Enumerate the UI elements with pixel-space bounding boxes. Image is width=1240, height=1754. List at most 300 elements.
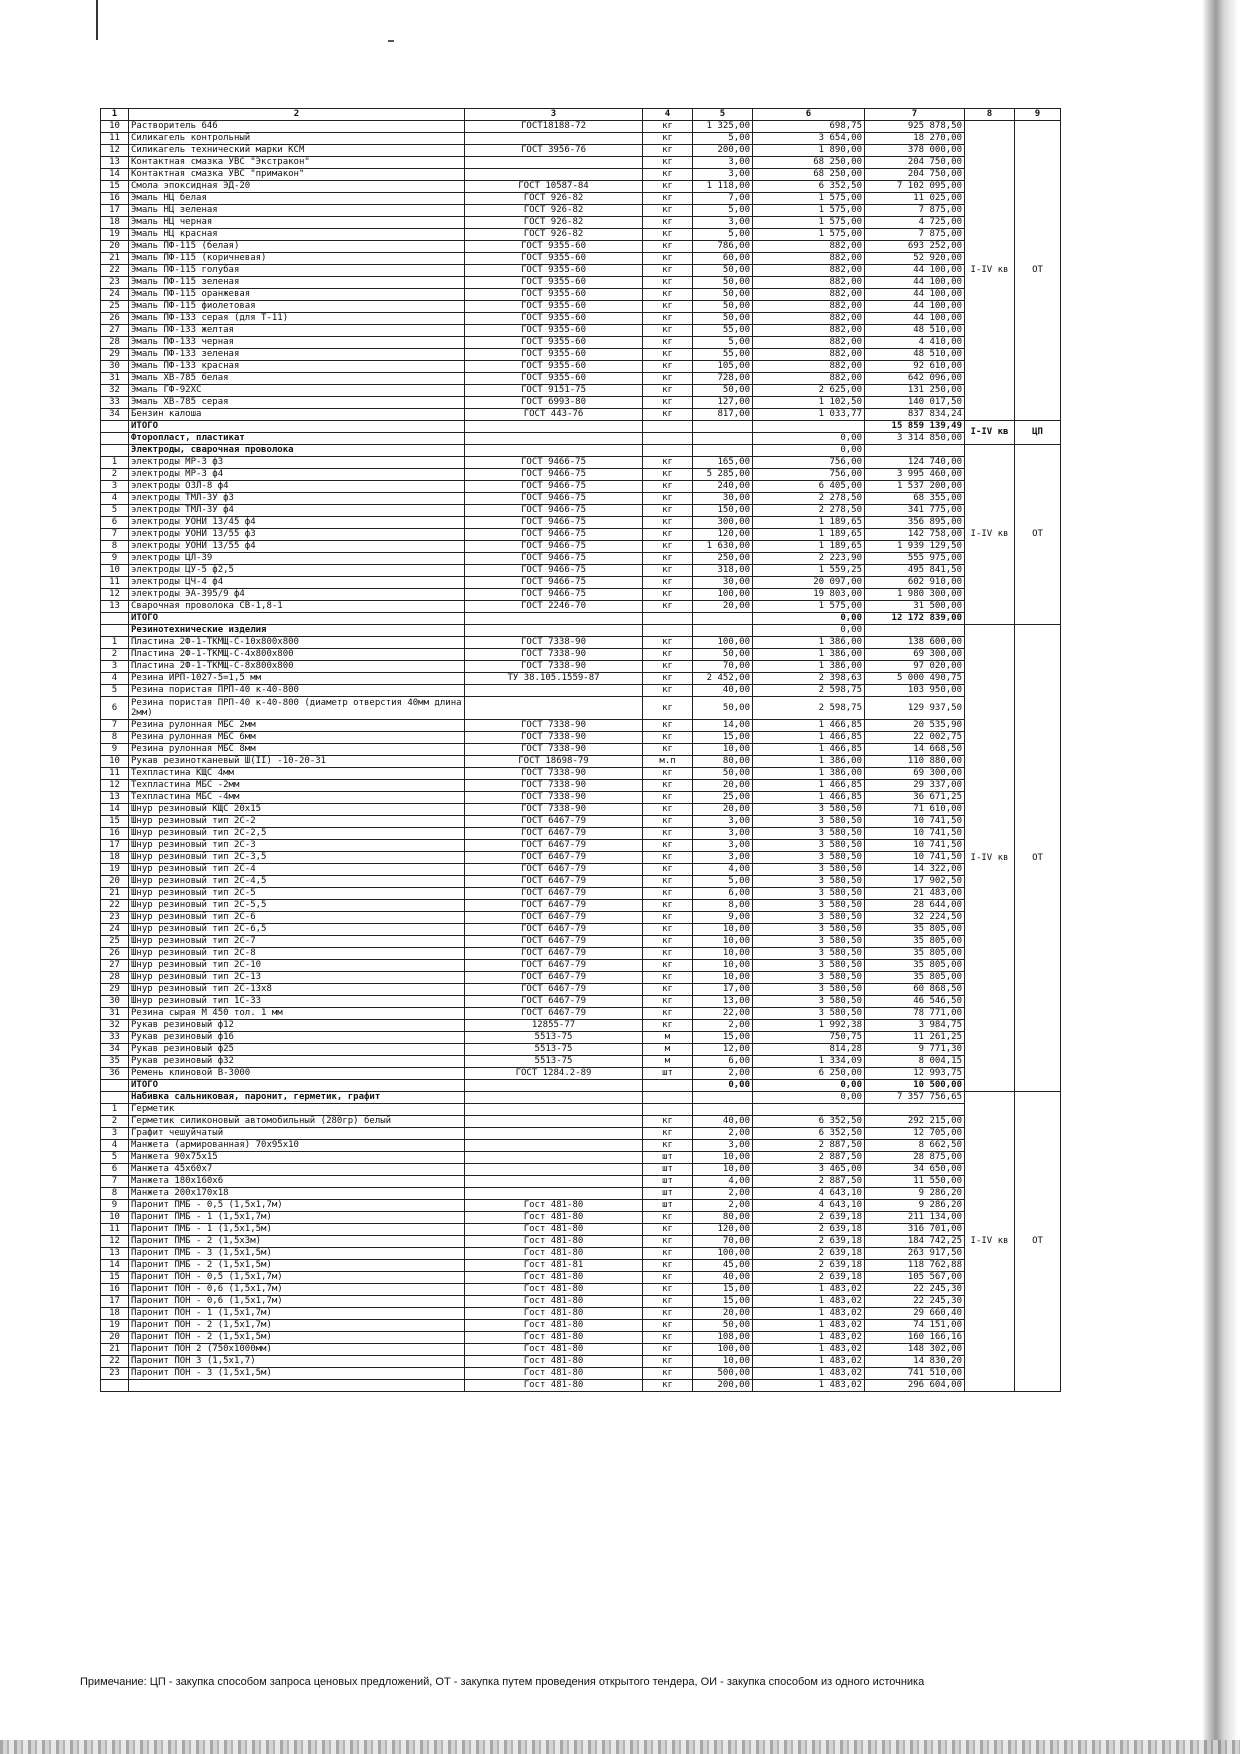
- cell-col-4: кг: [643, 589, 693, 601]
- cell-col-4: кг: [643, 649, 693, 661]
- cell-col-6: 68 250,00: [753, 169, 865, 181]
- cell-col-6: 814,28: [753, 1044, 865, 1056]
- cell-col-3: [465, 445, 643, 457]
- cell-col-1: 13: [101, 792, 129, 804]
- cell-col-7: 10 500,00: [865, 1080, 965, 1092]
- cell-col-2: Шнур резиновый тип 2С-3,5: [129, 852, 465, 864]
- cell-col-3: ГОСТ 9151-75: [465, 385, 643, 397]
- cell-col-4: кг: [643, 313, 693, 325]
- cell-col-2: Рукав резиновый ф32: [129, 1056, 465, 1068]
- cell-col-1: [101, 433, 129, 445]
- cell-col-1: 24: [101, 289, 129, 301]
- table-row: [101, 1224, 1061, 1236]
- cell-col-5: 1 630,00: [693, 541, 753, 553]
- cell-col-2: Резина рулонная МБС 6мм: [129, 732, 465, 744]
- cell-col-5: 3,00: [693, 816, 753, 828]
- cell-col-6: 2 639,18: [753, 1260, 865, 1272]
- cell-col-1: 32: [101, 1020, 129, 1032]
- table-row: [101, 409, 1061, 421]
- cell-col-1: [101, 1092, 129, 1104]
- cell-col-2: Эмаль ГФ-92ХС: [129, 385, 465, 397]
- cell-col-4: [643, 613, 693, 625]
- table-row: [101, 433, 1061, 445]
- cell-col-1: 3: [101, 1128, 129, 1140]
- cell-col-5: 240,00: [693, 481, 753, 493]
- cell-col-7: 78 771,00: [865, 1008, 965, 1020]
- table-row: [101, 577, 1061, 589]
- cell-col-5: 100,00: [693, 589, 753, 601]
- cell-col-7: [865, 625, 965, 637]
- header-cell-1: 1: [101, 109, 129, 121]
- cell-col-6: 1 466,85: [753, 792, 865, 804]
- cell-col-2: Техпластина МБС -4мм: [129, 792, 465, 804]
- cell-col-6: 2 625,00: [753, 385, 865, 397]
- cell-col-7: 837 834,24: [865, 409, 965, 421]
- cell-col-5: [693, 445, 753, 457]
- cell-col-2: Шнур резиновый тип 2С-4: [129, 864, 465, 876]
- cell-col-5: 50,00: [693, 649, 753, 661]
- cell-col-3: ГОСТ 9355-60: [465, 241, 643, 253]
- cell-col-4: кг: [643, 133, 693, 145]
- cell-col-1: 12: [101, 145, 129, 157]
- cell-col-3: ГОСТ 9466-75: [465, 481, 643, 493]
- cell-col-6: 1 483,02: [753, 1296, 865, 1308]
- cell-col-6: 750,75: [753, 1032, 865, 1044]
- cell-col-2: Эмаль ХВ-785 белая: [129, 373, 465, 385]
- cell-col-4: кг: [643, 265, 693, 277]
- cell-col-5: 50,00: [693, 265, 753, 277]
- cell-col-1: 9: [101, 553, 129, 565]
- cell-col-5: 10,00: [693, 972, 753, 984]
- cell-col-5: 80,00: [693, 1212, 753, 1224]
- cell-col-2: Эмаль НЦ красная: [129, 229, 465, 241]
- cell-col-1: 3: [101, 481, 129, 493]
- table-row: [101, 1188, 1061, 1200]
- table-row: [101, 337, 1061, 349]
- cell-col-5: 200,00: [693, 1380, 753, 1392]
- cell-col-1: 5: [101, 685, 129, 697]
- cell-col-7: 7 102 095,00: [865, 181, 965, 193]
- cell-col-5: 50,00: [693, 289, 753, 301]
- cell-col-5: [693, 613, 753, 625]
- cell-col-2: Паронит ПМБ - 1 (1,5х1,5м): [129, 1224, 465, 1236]
- cell-col-5: 108,00: [693, 1332, 753, 1344]
- cell-col-3: ГОСТ 7338-90: [465, 649, 643, 661]
- cell-col-4: [643, 421, 693, 433]
- cell-col-4: [643, 625, 693, 637]
- cell-col-5: 3,00: [693, 169, 753, 181]
- cell-col-3: Гост 481-80: [465, 1272, 643, 1284]
- cell-col-1: 2: [101, 649, 129, 661]
- cell-col-3: ГОСТ 6467-79: [465, 984, 643, 996]
- cell-col-2: Эмаль ПФ-115 оранжевая: [129, 289, 465, 301]
- cell-col-3: [465, 1164, 643, 1176]
- table-row: [101, 744, 1061, 756]
- cell-col-1: [101, 613, 129, 625]
- cell-col-4: кг: [643, 241, 693, 253]
- cell-col-5: 3,00: [693, 828, 753, 840]
- cell-col-1: 1: [101, 1104, 129, 1116]
- cell-col-4: кг: [643, 792, 693, 804]
- cell-col-1: 31: [101, 373, 129, 385]
- cell-col-6: 1 386,00: [753, 661, 865, 673]
- cell-col-5: 15,00: [693, 1296, 753, 1308]
- cell-col-1: 6: [101, 1164, 129, 1176]
- cell-col-2: Паронит ПОН - 0,6 (1,5х1,7м): [129, 1296, 465, 1308]
- cell-col-4: шт: [643, 1200, 693, 1212]
- cell-col-4: кг: [643, 529, 693, 541]
- cell-col-4: м: [643, 1056, 693, 1068]
- cell-col-2: Шнур резиновый тип 2С-13х8: [129, 984, 465, 996]
- cell-col-6: 2 639,18: [753, 1236, 865, 1248]
- cell-col-6: 1 466,85: [753, 732, 865, 744]
- cell-col-5: [693, 625, 753, 637]
- table-row: [101, 589, 1061, 601]
- cell-col-4: кг: [643, 816, 693, 828]
- table-row: [101, 457, 1061, 469]
- procurement-table: [100, 108, 1061, 1392]
- cell-col-1: 19: [101, 864, 129, 876]
- cell-col-4: кг: [643, 732, 693, 744]
- procurement-table-sheet: [100, 108, 1060, 1392]
- cell-col-6: 1 189,65: [753, 541, 865, 553]
- cell-col-6: 882,00: [753, 277, 865, 289]
- cell-col-2: Паронит ПОН - 0,6 (1,5х1,7м): [129, 1284, 465, 1296]
- cell-col-7: 741 510,00: [865, 1368, 965, 1380]
- cell-col-6: 4 643,10: [753, 1200, 865, 1212]
- cell-col-2: Пластина 2Ф-1-ТКМЩ-С-10х800х800: [129, 637, 465, 649]
- cell-col-3: Гост 481-80: [465, 1344, 643, 1356]
- cell-col-2: Манжета 90х75х15: [129, 1152, 465, 1164]
- table-row: [101, 1128, 1061, 1140]
- cell-col-5: 817,00: [693, 409, 753, 421]
- cell-col-6: 3 580,50: [753, 900, 865, 912]
- cell-col-5: 300,00: [693, 517, 753, 529]
- table-row: [101, 876, 1061, 888]
- table-row: [101, 1068, 1061, 1080]
- cell-col-6: 882,00: [753, 265, 865, 277]
- cell-col-4: кг: [643, 1248, 693, 1260]
- cell-col-2: Шнур резиновый тип 2С-6,5: [129, 924, 465, 936]
- cell-col-1: 11: [101, 1224, 129, 1236]
- cell-col-3: ГОСТ 9355-60: [465, 301, 643, 313]
- method-cell: ОТ: [1015, 1092, 1061, 1392]
- cell-col-4: кг: [643, 157, 693, 169]
- cell-col-6: 1 575,00: [753, 193, 865, 205]
- cell-col-6: 882,00: [753, 253, 865, 265]
- table-row: [101, 253, 1061, 265]
- cell-col-2: Эмаль НЦ белая: [129, 193, 465, 205]
- cell-col-6: 3 580,50: [753, 864, 865, 876]
- cell-col-5: 15,00: [693, 1284, 753, 1296]
- cell-col-4: кг: [643, 744, 693, 756]
- cell-col-6: 1 575,00: [753, 217, 865, 229]
- cell-col-7: 263 917,50: [865, 1248, 965, 1260]
- cell-col-3: ГОСТ 6467-79: [465, 960, 643, 972]
- cell-col-2: Паронит ПОН - 2 (1,5х1,7м): [129, 1320, 465, 1332]
- table-row: [101, 349, 1061, 361]
- cell-col-2: Паронит ПОН - 2 (1,5х1,5м): [129, 1332, 465, 1344]
- cell-col-5: 2,00: [693, 1068, 753, 1080]
- cell-col-6: 0,00: [753, 445, 865, 457]
- cell-col-6: [753, 421, 865, 433]
- cell-col-7: 14 668,50: [865, 744, 965, 756]
- table-row: [101, 265, 1061, 277]
- table-row: [101, 325, 1061, 337]
- quarter-cell: I-IV кв: [965, 625, 1015, 1092]
- cell-col-1: 10: [101, 121, 129, 133]
- table-row: [101, 864, 1061, 876]
- cell-col-4: кг: [643, 936, 693, 948]
- cell-col-4: кг: [643, 637, 693, 649]
- cell-col-4: кг: [643, 541, 693, 553]
- cell-col-2: Эмаль ПФ-115 голубая: [129, 265, 465, 277]
- cell-col-1: 33: [101, 397, 129, 409]
- cell-col-6: 2 887,50: [753, 1152, 865, 1164]
- table-row: [101, 924, 1061, 936]
- cell-col-6: 1 334,09: [753, 1056, 865, 1068]
- cell-col-7: 32 224,50: [865, 912, 965, 924]
- cell-col-7: 74 151,00: [865, 1320, 965, 1332]
- cell-col-4: кг: [643, 1020, 693, 1032]
- cell-col-2: Шнур резиновый тип 2С-8: [129, 948, 465, 960]
- cell-col-6: 1 483,02: [753, 1356, 865, 1368]
- table-row: [101, 804, 1061, 816]
- table-row: [101, 1272, 1061, 1284]
- cell-col-3: Гост 481-80: [465, 1308, 643, 1320]
- cell-col-3: [465, 613, 643, 625]
- cell-col-1: 10: [101, 565, 129, 577]
- cell-col-6: 1 483,02: [753, 1320, 865, 1332]
- cell-col-1: 30: [101, 996, 129, 1008]
- cell-col-5: 70,00: [693, 661, 753, 673]
- cell-col-4: кг: [643, 828, 693, 840]
- cell-col-3: ГОСТ 9466-75: [465, 457, 643, 469]
- method-cell: ОТ: [1015, 625, 1061, 1092]
- cell-col-5: 10,00: [693, 744, 753, 756]
- cell-col-5: [693, 433, 753, 445]
- cell-col-5: 50,00: [693, 301, 753, 313]
- cell-col-6: 2 398,63: [753, 673, 865, 685]
- cell-col-1: [101, 445, 129, 457]
- cell-col-1: 8: [101, 1188, 129, 1200]
- cell-col-6: 3 580,50: [753, 888, 865, 900]
- cell-col-2: Манжета 180х160х6: [129, 1176, 465, 1188]
- table-row: [101, 1008, 1061, 1020]
- cell-col-2: Силикагель технический марки КСМ: [129, 145, 465, 157]
- cell-col-1: 7: [101, 1176, 129, 1188]
- cell-col-5: 5,00: [693, 337, 753, 349]
- cell-col-6: 3 654,00: [753, 133, 865, 145]
- cell-col-4: кг: [643, 1212, 693, 1224]
- cell-col-4: кг: [643, 349, 693, 361]
- cell-col-4: кг: [643, 229, 693, 241]
- cell-col-3: Гост 481-80: [465, 1236, 643, 1248]
- cell-col-1: 9: [101, 744, 129, 756]
- cell-col-1: 12: [101, 589, 129, 601]
- cell-col-7: 204 750,00: [865, 157, 965, 169]
- cell-col-2: электроды МР-3 ф3: [129, 457, 465, 469]
- cell-col-6: 756,00: [753, 457, 865, 469]
- cell-col-1: 22: [101, 265, 129, 277]
- cell-col-5: 50,00: [693, 1320, 753, 1332]
- cell-col-1: 14: [101, 169, 129, 181]
- cell-col-2: электроды ЦЧ-4 ф4: [129, 577, 465, 589]
- cell-col-7: 9 286,20: [865, 1188, 965, 1200]
- cell-col-2: Резина рулонная МБС 8мм: [129, 744, 465, 756]
- table-row: [101, 1092, 1061, 1104]
- table-row: [101, 313, 1061, 325]
- cell-col-4: кг: [643, 720, 693, 732]
- cell-col-6: 1 575,00: [753, 229, 865, 241]
- cell-col-6: 0,00: [753, 1092, 865, 1104]
- cell-col-6: 882,00: [753, 325, 865, 337]
- cell-col-3: 5513-75: [465, 1044, 643, 1056]
- cell-col-4: кг: [643, 121, 693, 133]
- cell-col-2: электроды ЭА-395/9 ф4: [129, 589, 465, 601]
- cell-col-7: 10 741,50: [865, 828, 965, 840]
- header-cell-5: 5: [693, 109, 753, 121]
- table-row: [101, 145, 1061, 157]
- table-row: [101, 1176, 1061, 1188]
- cell-col-7: 4 725,00: [865, 217, 965, 229]
- cell-col-1: 9: [101, 1200, 129, 1212]
- cell-col-2: Пластина 2Ф-1-ТКМЩ-С-8х800х800: [129, 661, 465, 673]
- cell-col-7: 9 771,30: [865, 1044, 965, 1056]
- cell-col-6: 3 580,50: [753, 804, 865, 816]
- cell-col-1: 16: [101, 1284, 129, 1296]
- cell-col-6: 4 643,10: [753, 1188, 865, 1200]
- cell-col-2: Рукав резиновый ф12: [129, 1020, 465, 1032]
- cell-col-7: 10 741,50: [865, 816, 965, 828]
- cell-col-6: 1 483,02: [753, 1368, 865, 1380]
- cell-col-5: 40,00: [693, 685, 753, 697]
- cell-col-2: Шнур резиновый тип 2С-5,5: [129, 900, 465, 912]
- cell-col-4: кг: [643, 852, 693, 864]
- cell-col-4: [643, 1092, 693, 1104]
- cell-col-1: 25: [101, 301, 129, 313]
- cell-col-5: 100,00: [693, 1248, 753, 1260]
- cell-col-1: 30: [101, 361, 129, 373]
- cell-col-2: Паронит ПОН 2 (750х1000мм): [129, 1344, 465, 1356]
- table-row: [101, 1284, 1061, 1296]
- scan-artifact-mark: [96, 0, 102, 40]
- cell-col-3: ГОСТ 9466-75: [465, 529, 643, 541]
- cell-col-1: 4: [101, 1140, 129, 1152]
- cell-col-7: 44 100,00: [865, 301, 965, 313]
- cell-col-6: [753, 1104, 865, 1116]
- cell-col-6: 6 405,00: [753, 481, 865, 493]
- cell-col-3: ГОСТ 9466-75: [465, 517, 643, 529]
- cell-col-6: 1 483,02: [753, 1332, 865, 1344]
- header-cell-9: 9: [1015, 109, 1061, 121]
- cell-col-7: 46 546,50: [865, 996, 965, 1008]
- cell-col-6: 2 887,50: [753, 1140, 865, 1152]
- cell-col-3: [465, 1152, 643, 1164]
- cell-col-1: 13: [101, 601, 129, 613]
- cell-col-1: 13: [101, 1248, 129, 1260]
- cell-col-1: 14: [101, 1260, 129, 1272]
- cell-col-7: 356 895,00: [865, 517, 965, 529]
- cell-col-7: 148 302,00: [865, 1344, 965, 1356]
- cell-col-7: 131 250,00: [865, 385, 965, 397]
- cell-col-3: ГОСТ 9355-60: [465, 277, 643, 289]
- cell-col-3: 5513-75: [465, 1056, 643, 1068]
- cell-col-5: 10,00: [693, 948, 753, 960]
- cell-col-1: 22: [101, 900, 129, 912]
- cell-col-5: 1 118,00: [693, 181, 753, 193]
- cell-col-4: кг: [643, 912, 693, 924]
- cell-col-4: кг: [643, 996, 693, 1008]
- table-row: [101, 1248, 1061, 1260]
- cell-col-6: 2 223,90: [753, 553, 865, 565]
- table-row: [101, 301, 1061, 313]
- cell-col-7: 9 286,20: [865, 1200, 965, 1212]
- cell-col-2: Паронит ПОН 3 (1,5х1,7): [129, 1356, 465, 1368]
- cell-col-7: 7 875,00: [865, 205, 965, 217]
- cell-col-2: Рукав резиновый ф25: [129, 1044, 465, 1056]
- cell-col-7: 31 500,00: [865, 601, 965, 613]
- cell-col-4: кг: [643, 780, 693, 792]
- cell-col-7: 204 750,00: [865, 169, 965, 181]
- cell-col-4: кг: [643, 768, 693, 780]
- cell-col-4: кг: [643, 697, 693, 720]
- cell-col-6: 756,00: [753, 469, 865, 481]
- cell-col-7: 48 510,00: [865, 349, 965, 361]
- cell-col-5: 250,00: [693, 553, 753, 565]
- table-row: [101, 205, 1061, 217]
- cell-col-5: 1 325,00: [693, 121, 753, 133]
- cell-col-1: 17: [101, 1296, 129, 1308]
- cell-col-6: 3 580,50: [753, 816, 865, 828]
- cell-col-7: 44 100,00: [865, 313, 965, 325]
- cell-col-6: 2 887,50: [753, 1176, 865, 1188]
- cell-col-3: Гост 481-80: [465, 1320, 643, 1332]
- cell-col-5: [693, 421, 753, 433]
- cell-col-2: электроды УОНИ 13/55 ф4: [129, 541, 465, 553]
- cell-col-3: ГОСТ 926-82: [465, 193, 643, 205]
- cell-col-5: 10,00: [693, 1152, 753, 1164]
- cell-col-6: 2 639,18: [753, 1212, 865, 1224]
- cell-col-5: 2,00: [693, 1188, 753, 1200]
- cell-col-2: электроды ЦУ-5 ф2,5: [129, 565, 465, 577]
- cell-col-1: [101, 421, 129, 433]
- cell-col-1: 21: [101, 253, 129, 265]
- table-row: [101, 888, 1061, 900]
- cell-col-5: 80,00: [693, 756, 753, 768]
- cell-col-6: 3 580,50: [753, 984, 865, 996]
- table-row: [101, 984, 1061, 996]
- cell-col-2: Эмаль ПФ-133 зеленая: [129, 349, 465, 361]
- cell-col-1: 5: [101, 1152, 129, 1164]
- cell-col-3: ГОСТ 6993-80: [465, 397, 643, 409]
- cell-col-2: Паронит ПМБ - 3 (1,5х1,5м): [129, 1248, 465, 1260]
- cell-col-1: 4: [101, 673, 129, 685]
- cell-col-2: Паронит ПОН - 1 (1,5х1,7м): [129, 1308, 465, 1320]
- cell-col-5: 20,00: [693, 601, 753, 613]
- cell-col-7: 68 355,00: [865, 493, 965, 505]
- cell-col-2: Эмаль ПФ-133 желтая: [129, 325, 465, 337]
- cell-col-7: 110 880,00: [865, 756, 965, 768]
- cell-col-1: 24: [101, 924, 129, 936]
- cell-col-2: Эмаль ПФ-115 фиолетовая: [129, 301, 465, 313]
- cell-col-1: 32: [101, 385, 129, 397]
- cell-col-2: электроды ЦЛ-39: [129, 553, 465, 565]
- cell-col-2: Силикагель контрольный: [129, 133, 465, 145]
- cell-col-4: кг: [643, 253, 693, 265]
- cell-col-3: Гост 481-80: [465, 1356, 643, 1368]
- cell-col-4: кг: [643, 948, 693, 960]
